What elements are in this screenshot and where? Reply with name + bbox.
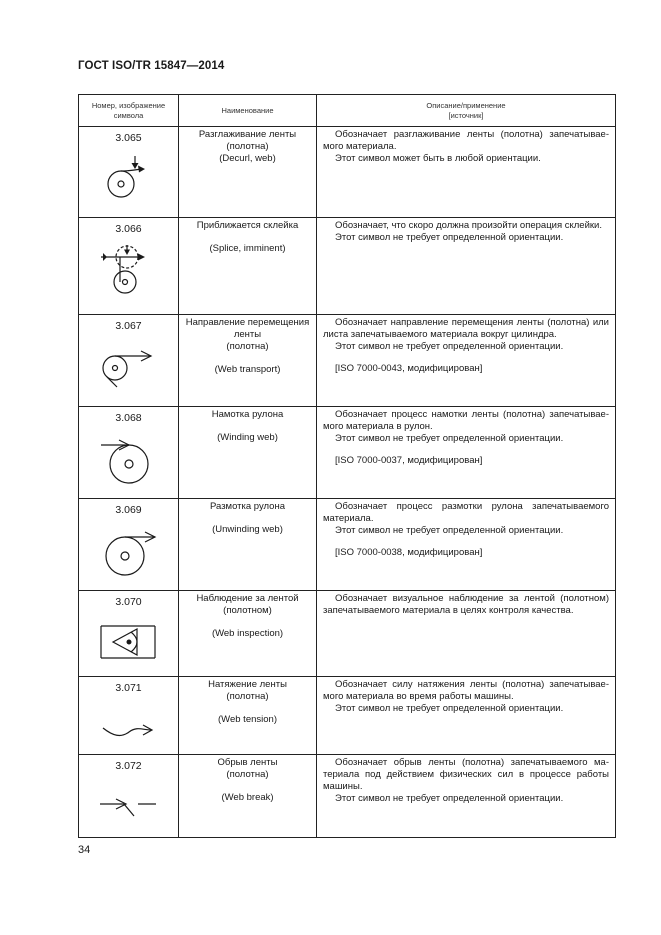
orientation-note: Этот символ не требует определенной ориентации.: [335, 341, 564, 352]
web-break-icon: [98, 790, 160, 824]
symbol-name: Разглаживание ленты: [198, 129, 297, 140]
description-text: Обозначает процесс намотки ленты (полотна) запечатывае-мого материала в рулон.: [323, 409, 609, 432]
winding-web-icon: [99, 430, 159, 486]
symbol-name-english: (Web transport): [214, 364, 281, 375]
symbol-number: 3.071: [115, 682, 142, 694]
web-transport-icon: [99, 342, 159, 388]
description-text: Обозначает обрыв ленты (полотна) запечатываемого ма-териала под действием физических сил в процессе работы машины.: [323, 757, 609, 792]
column-header-number: Номер, изображение символа: [79, 95, 179, 127]
symbol-name: Натяжение ленты: [208, 679, 287, 690]
name-cell: [179, 755, 317, 838]
symbol-number: 3.072: [115, 760, 142, 772]
source-reference: [ISO 7000-0043, модифицирован]: [335, 363, 483, 374]
orientation-note: Этот символ не требует определенной ориентации.: [335, 232, 564, 243]
web-tension-icon: [99, 716, 159, 746]
name-cell: [179, 127, 317, 218]
column-header-description: Описание/применение [источник]: [317, 95, 616, 127]
table-header-row: [79, 95, 616, 127]
table-row: [79, 499, 616, 591]
symbol-name: Намотка рулона: [211, 409, 284, 420]
description-text: Обозначает процесс размотки рулона запечатываемого материала.: [323, 501, 609, 524]
symbol-name-english: (Decurl, web): [219, 153, 276, 164]
symbol-number: 3.066: [115, 223, 142, 235]
name-cell: [179, 591, 317, 677]
symbol-name-qualifier: (полотна): [226, 769, 269, 780]
description-cell: [317, 127, 616, 218]
orientation-note: Этот символ не требует определенной ориентации.: [335, 525, 564, 536]
symbol-cell: [79, 591, 179, 677]
column-header-name: Наименование: [179, 95, 317, 127]
orientation-note: Этот символ может быть в любой ориентации.: [335, 153, 541, 164]
orientation-note: Этот символ не требует определенной ориентации.: [335, 703, 564, 714]
table-row: [79, 755, 616, 838]
description-cell: [317, 755, 616, 838]
symbol-name-qualifier: (полотном): [223, 605, 272, 616]
description-cell: [317, 677, 616, 755]
symbol-name: Приближается склейка: [196, 220, 299, 231]
decurl-web-icon: [99, 154, 159, 200]
symbol-name-english: (Web break): [221, 792, 274, 803]
description-text: Обозначает разглаживание ленты (полотна) запечатывае-мого материала.: [323, 129, 609, 152]
splice-imminent-icon: [99, 241, 159, 297]
description-text: Обозначает направление перемещения ленты (полотна) или листа запечатываемого материала вокруг цилиндра.: [323, 317, 609, 340]
symbols-table: [78, 94, 616, 838]
name-cell: [179, 218, 317, 315]
source-reference: [ISO 7000-0037, модифицирован]: [335, 455, 483, 466]
name-cell: [179, 677, 317, 755]
symbol-name: Обрыв ленты: [217, 757, 278, 768]
symbol-name-english: (Unwinding web): [212, 524, 283, 535]
symbol-cell: [79, 315, 179, 407]
orientation-note: Этот символ не требует определенной ориентации.: [335, 433, 564, 444]
description-cell: [317, 218, 616, 315]
description-cell: [317, 591, 616, 677]
symbol-name-qualifier: (полотна): [226, 141, 269, 152]
table-row: [79, 218, 616, 315]
page-number: 34: [78, 844, 91, 856]
symbol-cell: [79, 755, 179, 838]
name-cell: [179, 315, 317, 407]
table-row: [79, 677, 616, 755]
name-cell: [179, 499, 317, 591]
symbol-number: 3.069: [115, 504, 142, 516]
description-cell: [317, 499, 616, 591]
symbol-name: Направление перемещения ленты: [185, 317, 310, 340]
symbol-name-english: (Web inspection): [211, 628, 284, 639]
document-header: ГОСТ ISO/TR 15847—2014: [78, 60, 225, 72]
symbol-name: Размотка рулона: [210, 501, 285, 512]
unwinding-web-icon: [99, 522, 159, 578]
symbol-cell: [79, 677, 179, 755]
table-row: [79, 407, 616, 499]
symbol-number: 3.068: [115, 412, 142, 424]
description-cell: [317, 407, 616, 499]
symbol-number: 3.070: [115, 596, 142, 608]
symbol-name-english: (Winding web): [217, 432, 278, 443]
symbol-number: 3.065: [115, 132, 142, 144]
source-reference: [ISO 7000-0038, модифицирован]: [335, 547, 483, 558]
symbol-cell: [79, 407, 179, 499]
symbol-cell: [79, 218, 179, 315]
name-cell: [179, 407, 317, 499]
description-cell: [317, 315, 616, 407]
symbol-name-english: (Splice, imminent): [209, 243, 286, 254]
table-row: [79, 127, 616, 218]
description-text: Обозначает силу натяжения ленты (полотна) запечатывае-мого материала во время работы машины.: [323, 679, 609, 702]
symbol-name-qualifier: (полотна): [226, 341, 269, 352]
symbol-cell: [79, 499, 179, 591]
symbol-number: 3.067: [115, 320, 142, 332]
web-inspection-icon: [99, 620, 159, 664]
symbol-name-qualifier: (полотна): [226, 691, 269, 702]
symbol-name-english: (Web tension): [218, 714, 277, 725]
orientation-note: Этот символ не требует определенной ориентации.: [335, 793, 564, 804]
table-row: [79, 315, 616, 407]
description-text: Обозначает визуальное наблюдение за лентой (полотном) запечатываемого материала в целях контроля качества.: [323, 593, 609, 616]
table-row: [79, 591, 616, 677]
description-text: Обозначает, что скоро должна произойти операция склейки.: [335, 220, 602, 231]
symbol-cell: [79, 127, 179, 218]
symbol-name: Наблюдение за лентой: [196, 593, 299, 604]
